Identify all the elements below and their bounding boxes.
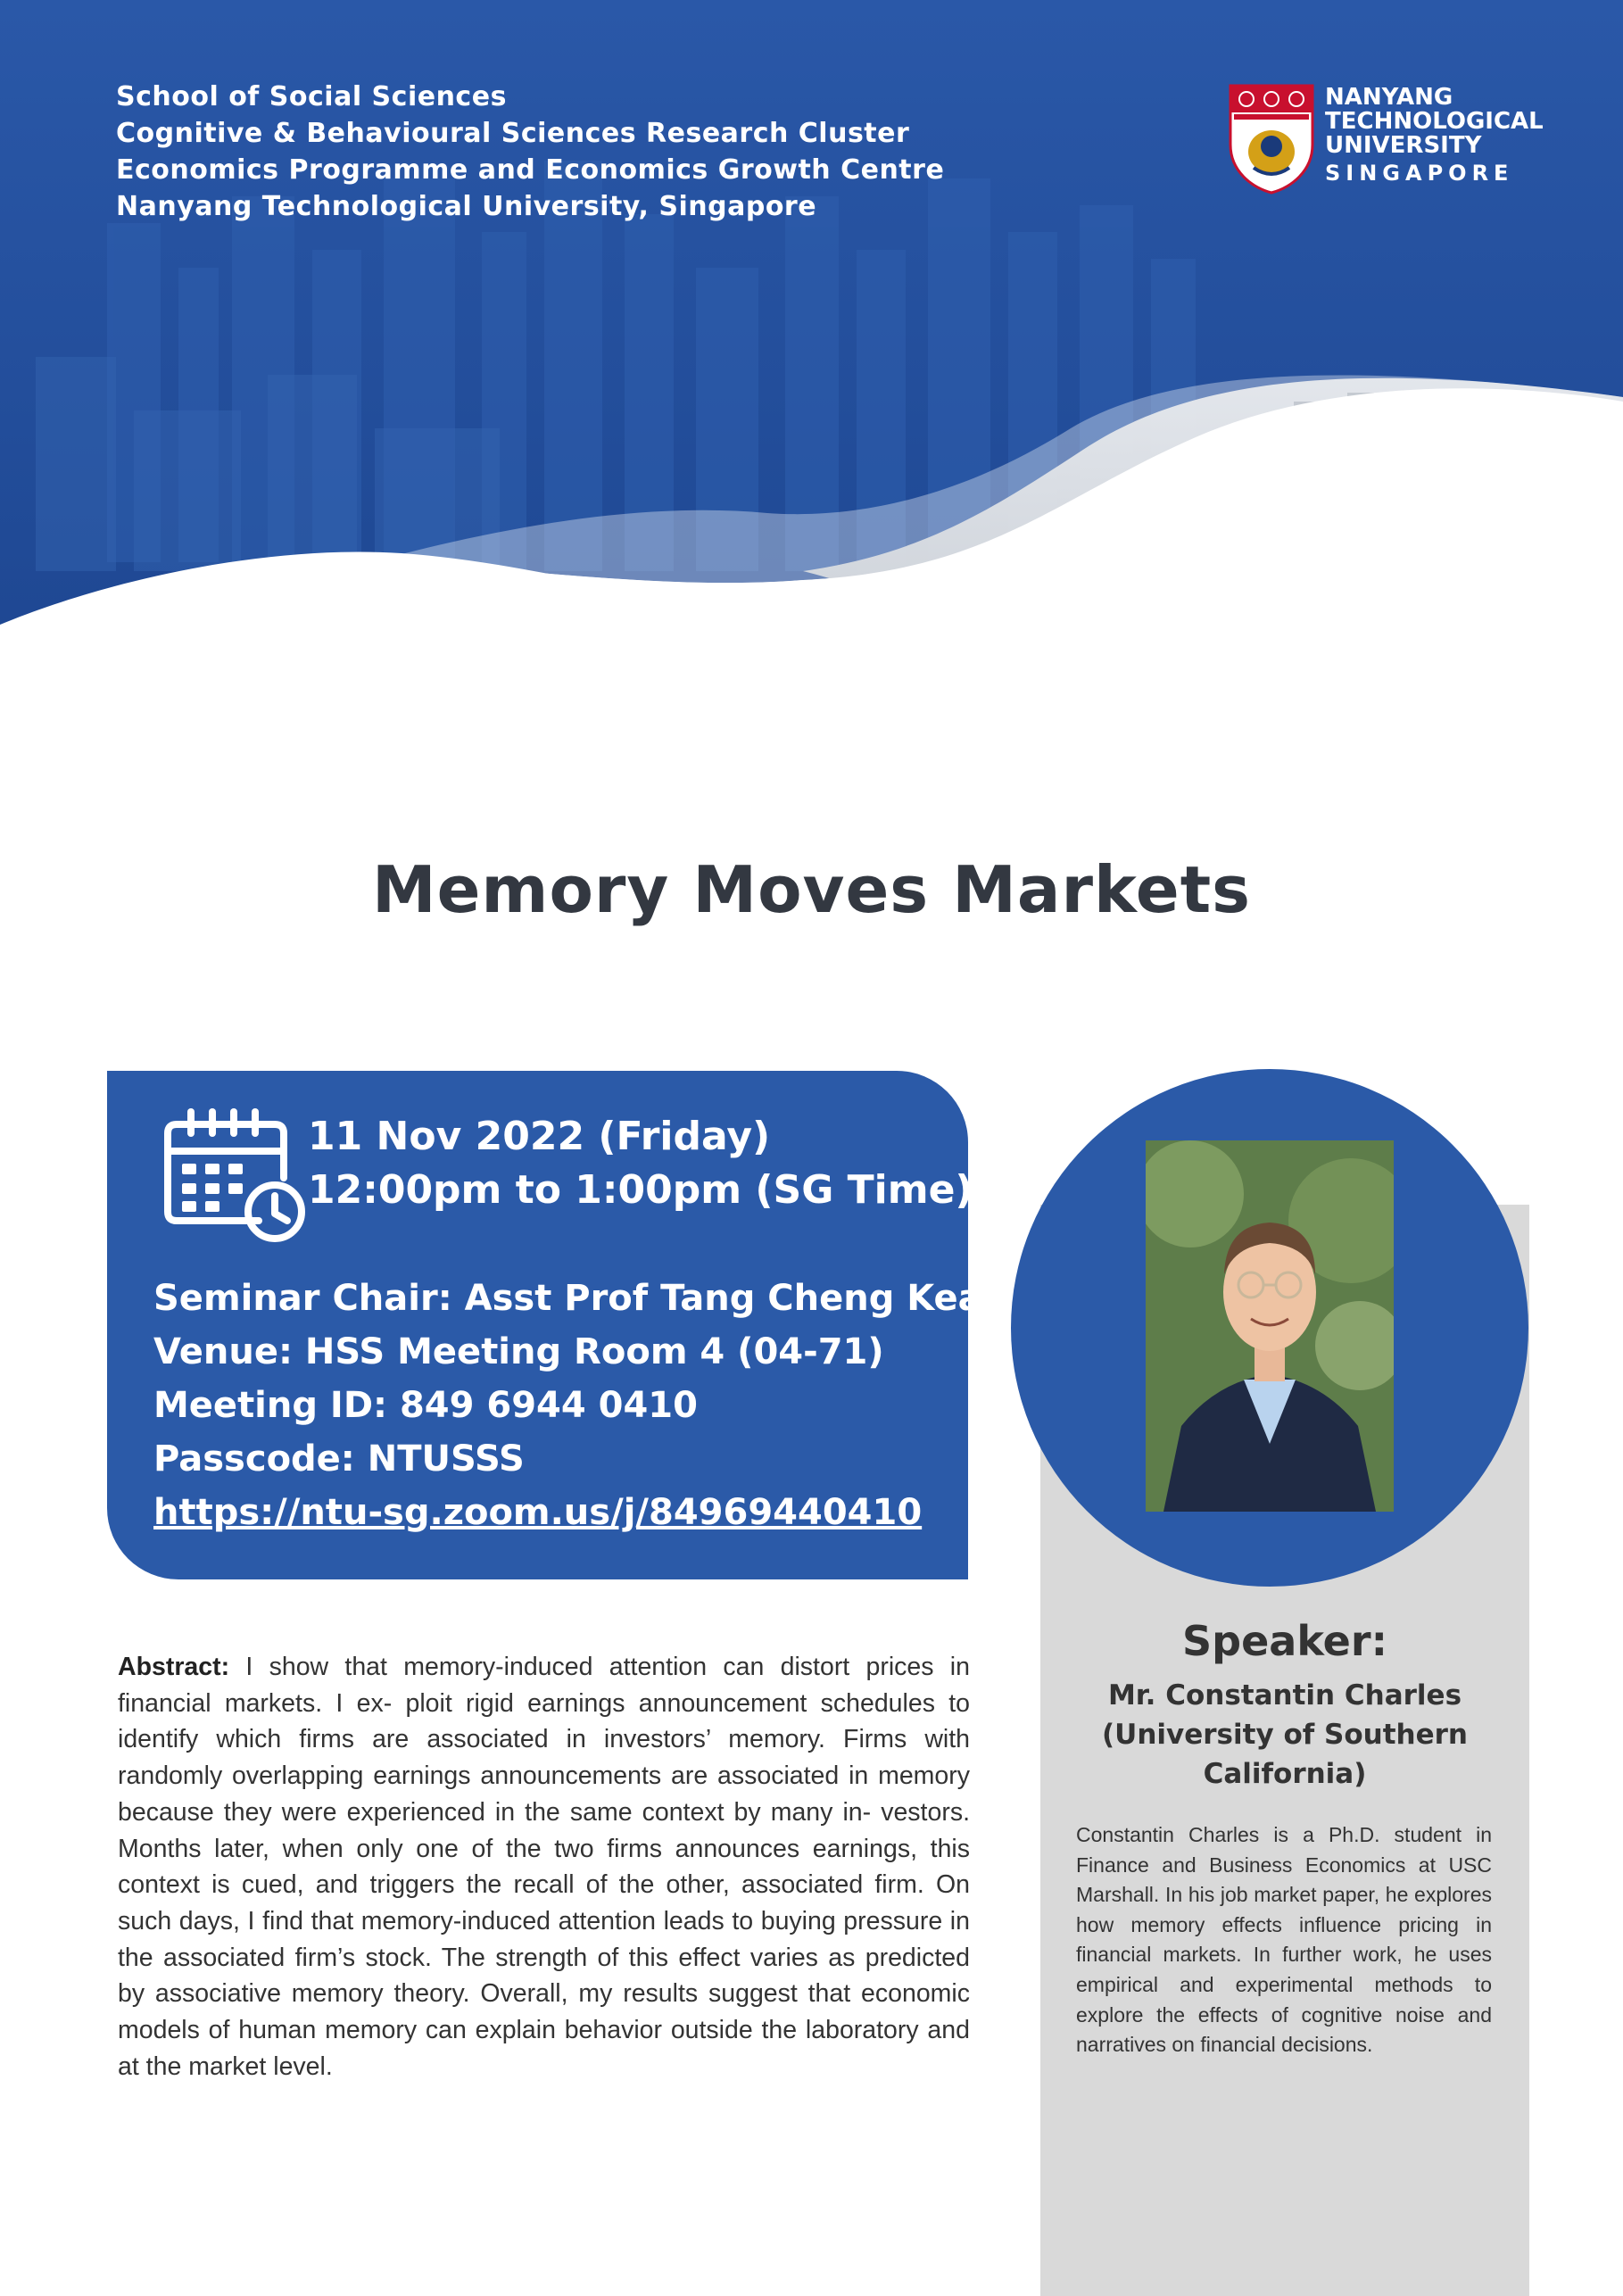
org-line: Economics Programme and Economics Growth Centre <box>116 154 945 186</box>
seminar-chair: Seminar Chair: Asst Prof Tang Cheng Keat <box>153 1278 999 1319</box>
logo-line: TECHNOLOGICAL <box>1325 108 1544 135</box>
university-name <box>1325 86 1544 186</box>
venue: Venue: HSS Meeting Room 4 (04-71) <box>153 1331 884 1372</box>
event-date: 11 Nov 2022 (Friday) <box>308 1114 771 1159</box>
ntu-logo <box>1227 82 1544 198</box>
speaker-bio: Constantin Charles is a Ph.D. student in Finance and Business Economics at USC Marshall. In his job market paper, he explores how memory effects influence pricing in financial markets. In further work, he uses empirical and experimental methods to explore the effects of cognitive noise and narratives on financial decisions. <box>1076 1823 1492 2057</box>
org-line: School of Social Sciences <box>116 81 507 112</box>
org-line: Cognitive & Behavioural Sciences Research Cluster <box>116 118 910 149</box>
speaker-name-block <box>1040 1676 1529 1794</box>
logo-line: NANYANG <box>1325 84 1453 111</box>
event-time: 12:00pm to 1:00pm (SG Time) <box>308 1167 973 1213</box>
event-meta <box>153 1272 999 1539</box>
abstract-text: I show that memory-induced attention can distort prices in financial markets. I ex- ploit rigid earnings announcement schedules to identify which firms are associated in investors’ memory. Firms with randomly overlapping earnings announcements are associated in memory because they were experienced in the same context by many in- vestors. Months later, when only one of the two firms announces earnings, this context is cued, and triggers the recall of the other, associated firm. On such days, I find that memory-induced attention leads to buying pressure in the associated firm’s stock. The strength of this effect varies as predicted by associative memory theory. Overall, my results suggest that economic models of human memory can explain behavior outside the laboratory and at the market level. <box>118 1653 970 2081</box>
speaker-name: Mr. Constantin Charles <box>1107 1679 1462 1712</box>
speaker-photo <box>1146 1140 1394 1512</box>
speaker-affiliation: (University of Southern California) <box>1102 1719 1468 1790</box>
abstract-label: Abstract: <box>118 1653 230 1681</box>
speaker-heading: Speaker: <box>1182 1617 1387 1665</box>
page-title: Memory Moves Markets <box>371 852 1252 927</box>
event-details-box <box>107 1071 999 1579</box>
zoom-link[interactable]: https://ntu-sg.zoom.us/j/84969440410 <box>153 1492 923 1533</box>
header-banner <box>0 0 1623 750</box>
passcode: Passcode: NTUSSS <box>153 1438 525 1480</box>
calendar-clock-icon <box>161 1107 312 1249</box>
org-line: Nanyang Technological University, Singapore <box>116 191 817 222</box>
ntu-crest-icon <box>1227 82 1316 195</box>
logo-line: SINGAPORE <box>1325 161 1514 186</box>
abstract <box>118 1649 970 2085</box>
meeting-id: Meeting ID: 849 6944 0410 <box>153 1385 698 1426</box>
logo-line: UNIVERSITY <box>1325 132 1482 159</box>
organizer-lines <box>116 79 944 225</box>
